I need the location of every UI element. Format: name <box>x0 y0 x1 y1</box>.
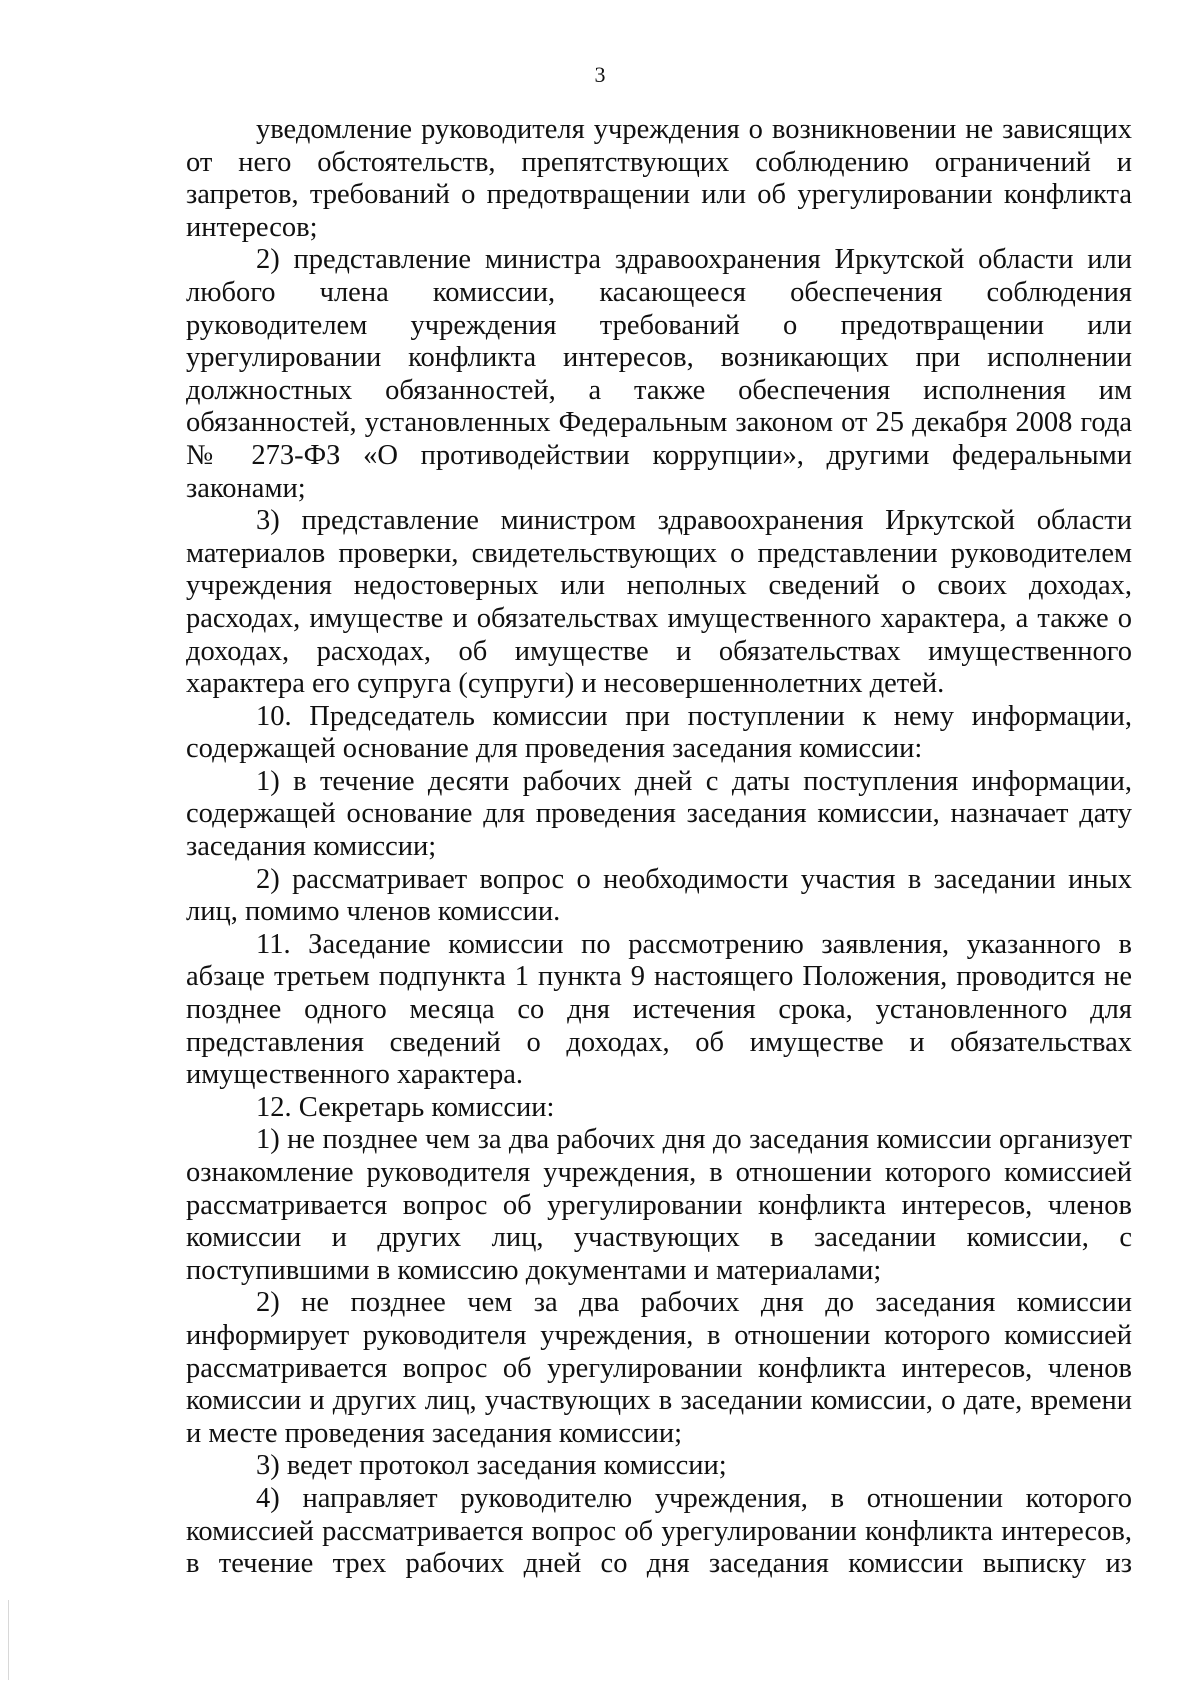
paragraph-section-12-item-4: 4) направляет руководителю учреждения, в отношении которого комиссией рассматривается вопрос об урегулировании конфликта интересов, в течение трех рабочих дней со дня заседания комиссии выписку из <box>186 1482 1132 1580</box>
paragraph-section-11: 11. Заседание комиссии по рассмотрению заявления, указанного в абзаце третьем подпункта 1 пункта 9 настоящего Положения, проводится не позднее одного месяца со дня истечения срока, установленного для представления сведений о доходах, об имуществе и обязательствах имущественного характера. <box>186 928 1132 1091</box>
paragraph-item-2-minister-submission: 2) представление министра здравоохранения Иркутской области или любого члена комиссии, касающееся обеспечения соблюдения руководителем учреждения требований о предотвращении или урегулировании конфликта интересов, возникающих при исполнении должностных обязанностей, а также обеспечения исполнения им обязанностей, установленных Федеральным законом от 25 декабря 2008 года № 273-ФЗ «О противодействии коррупции», другими федеральными законами; <box>186 244 1132 504</box>
paragraph-section-10-item-2: 2) рассматривает вопрос о необходимости участия в заседании иных лиц, помимо членов комиссии. <box>186 863 1132 928</box>
paragraph-section-12: 12. Секретарь комиссии: <box>256 1091 555 1123</box>
scan-edge-mark <box>8 1600 9 1680</box>
paragraph-section-10-item-1: 1) в течение десяти рабочих дней с даты поступления информации, содержащей основание для проведения заседания комиссии, назначает дату заседания комиссии; <box>186 765 1132 863</box>
paragraph-item-3-audit-materials: 3) представление министром здравоохранения Иркутской области материалов проверки, свидетельствующих о представлении руководителем учреждения недостоверных или неполных сведений о своих доходах, расходах, имуществе и обязательствах имущественного характера, а также о доходах, расходах, об имуществе и обязательствах имущественного характера его супруга (супруги) и несовершеннолетних детей. <box>186 505 1132 700</box>
paragraph-section-12-item-3: 3) ведет протокол заседания комиссии; <box>256 1450 727 1482</box>
paragraph-section-12-item-1: 1) не позднее чем за два рабочих дня до заседания комиссии организует ознакомление руководителя учреждения, в отношении которого комиссией рассматривается вопрос об урегулировании конфликта интересов, членов комиссии и других лиц, участвующих в заседании комиссии, с поступившими в комиссию документами и материалами; <box>186 1124 1132 1286</box>
page-number: 3 <box>594 62 606 87</box>
paragraph-section-12-item-2: 2) не позднее чем за два рабочих дня до заседания комиссии информирует руководителя учреждения, в отношении которого комиссией рассматривается вопрос об урегулировании конфликта интересов, членов комиссии и других лиц, участвующих в заседании комиссии, о дате, времени и месте проведения заседания комиссии; <box>186 1287 1132 1449</box>
paragraph-section-10: 10. Председатель комиссии при поступлении к нему информации, содержащей основание для проведения заседания комиссии: <box>186 700 1132 765</box>
document-body <box>186 114 1132 1581</box>
paragraph-notification: уведомление руководителя учреждения о возникновении не зависящих от него обстоятельств, препятствующих соблюдению ограничений и запретов, требований о предотвращении или об урегулировании конфликта интересов; <box>186 114 1132 243</box>
